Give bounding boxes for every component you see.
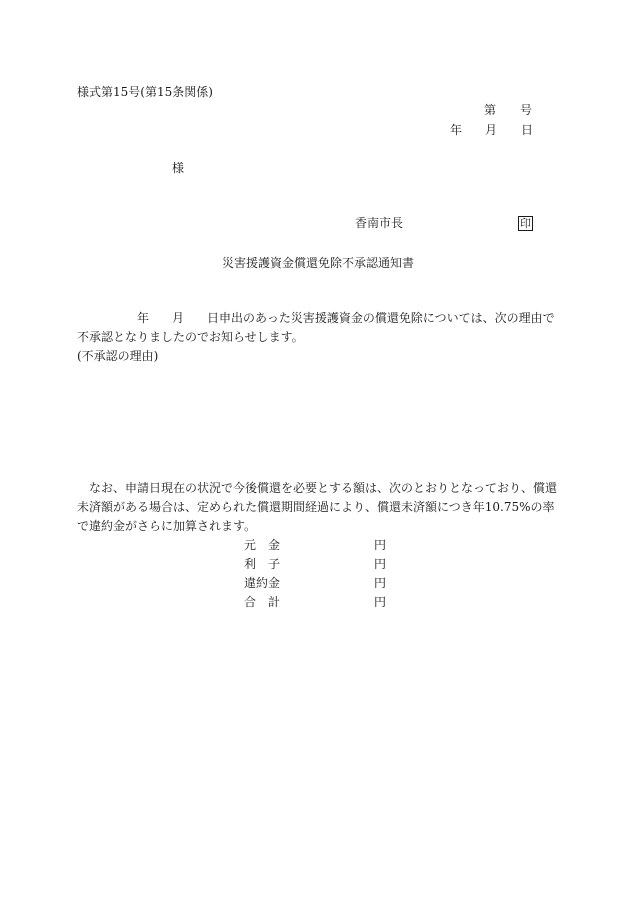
form-label: 様式第15号(第15条関係) (77, 85, 213, 99)
document-title: 災害援護資金償還免除不承認通知書 (222, 256, 415, 270)
reason-label: (不承認の理由) (77, 349, 159, 363)
application-month: 月 (172, 311, 185, 325)
amount-label-penalty: 違約金 (244, 576, 281, 590)
application-year: 年 (137, 311, 150, 325)
number-dai: 第 (484, 103, 497, 117)
issuer-title: 香南市長 (355, 216, 404, 230)
seal-mark (518, 216, 533, 231)
addressee-suffix: 様 (172, 161, 185, 175)
amount-label-interest: 利 子 (244, 557, 281, 571)
amount-unit-total: 円 (374, 595, 387, 609)
paragraph-2-line-3: で違約金がさらに加算されます。 (77, 519, 257, 533)
date-year: 年 (450, 123, 463, 137)
number-go: 号 (520, 103, 533, 117)
amount-unit-penalty: 円 (374, 576, 387, 590)
amount-label-total: 合 計 (244, 595, 281, 609)
paragraph-2-line-2: 未済額がある場合は、定められた償還期間経過により、償還未済額につき年10.75%の率 (77, 500, 555, 514)
date-day: 日 (521, 123, 534, 137)
amount-label-principal: 元 金 (244, 538, 281, 552)
paragraph-1-line-2: 不承認となりましたのでお知らせします。 (77, 330, 304, 344)
amount-unit-interest: 円 (374, 557, 387, 571)
paragraph-1-line-1: 日申出のあった災害援護資金の償還免除については、次の理由で (207, 311, 555, 325)
seal-text: 印 (520, 217, 531, 230)
date-month: 月 (485, 123, 498, 137)
paragraph-2-line-1: なお、申請日現在の状況で今後償還を必要とする額は、次のとおりとなっており、償還 (89, 481, 558, 495)
amount-unit-principal: 円 (374, 538, 387, 552)
